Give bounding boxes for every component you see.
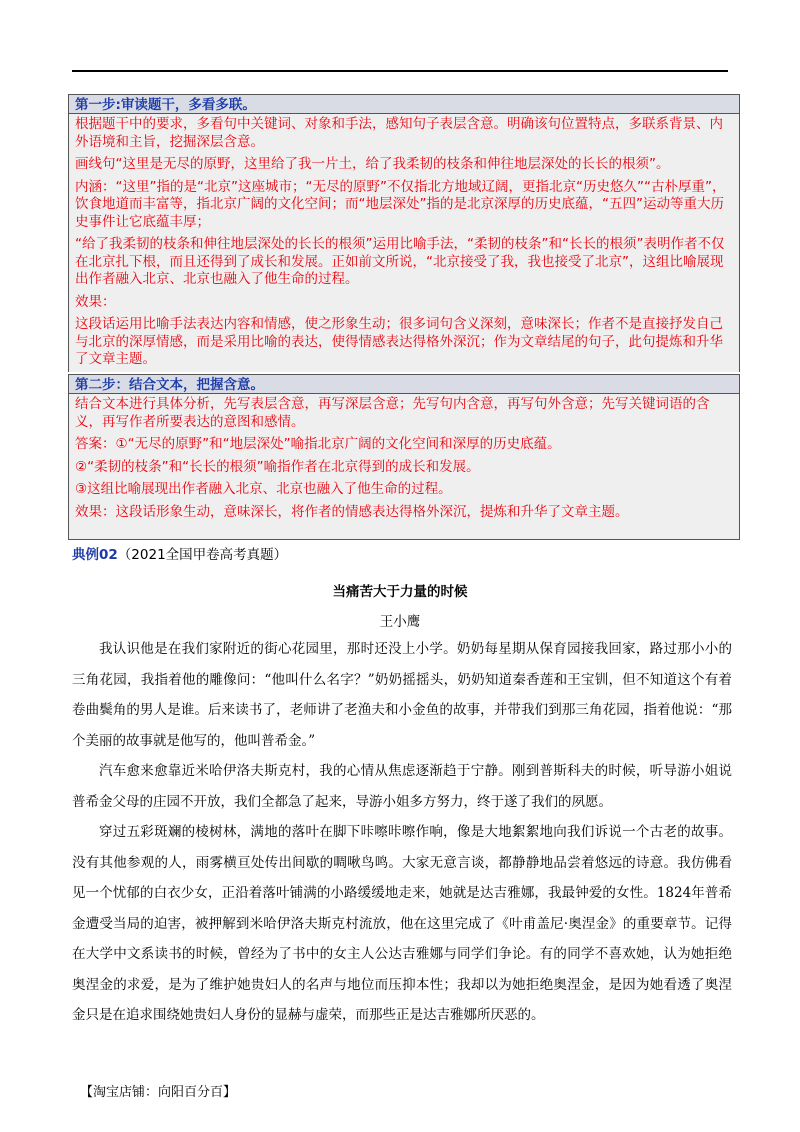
step1-paragraph: 这段话运用比喻手法表达内容和情感，使之形象生动；很多词句含义深刻，意味深长；作者不是直接抒发自己与北京的深厚情感，而是采用比喻的表达，使得情感表达得格外深沉；作为文章结尾的句子，此句提炼和升华了文章主题。 (75, 316, 723, 367)
header-rule (72, 70, 728, 72)
article-title: 当痛苦大于力量的时候 (332, 584, 468, 600)
step1-paragraph: “给了我柔韧的枝条和伸往地层深处的长长的根须”运用比喻手法，“柔韧的枝条”和“长长的根须”表明作者不仅在北京扎下根，而且还得到了成长和发展。正如前文所说，“北京接受了我，我也接受了北京”，这组比喻展现出作者融入北京、北京也融入了他生命的过程。 (75, 236, 725, 287)
footer-store-note: 【淘宝店铺：向阳百分百】 (80, 1085, 237, 1100)
article-paragraph: 我认识他是在我们家附近的街心花园里，那时还没上小学。奶奶每星期从保育园接我回家，路过那小小的三角花园，我指着他的雕像问：“他叫什么名字？”奶奶摇摇头，奶奶知道秦香莲和王宝钏，但不知道这个有着卷曲鬓角的男人是谁。后来读书了，老师讲了老渔夫和小金鱼的故事，并带我们到那三角花园，指着他说：“那个美丽的故事就是他写的，他叫普希金。” (72, 641, 732, 749)
step1-body (68, 114, 740, 372)
step2-paragraph: ②“柔韧的枝条”和“长长的根须”喻指作者在北京得到的成长和发展。 (75, 458, 480, 475)
article-paragraph: 穿过五彩斑斓的棱树林，满地的落叶在脚下咔嚓咔嚓作响，像是大地絮絮地向我们诉说一个古老的故事。没有其他参观的人，雨雾横亘处传出间歇的啁啾鸟鸣。大家无意言谈，都静静地品尝着悠远的诗意。我仿佛看见一个忧郁的白衣少女，正沿着落叶铺满的小路缓缓地走来，她就是达吉雅娜，我最钟爱的女性。1824年普希金遭受当局的迫害，被押解到米哈伊洛夫斯克村流放，他在这里完成了《叶甫盖尼·奥涅金》的重要章节。记得在大学中文系读书的时候，曾经为了书中的女主人公达吉雅娜与同学们争论。有的同学不喜欢她，认为她拒绝奥涅金的求爱，是为了维护她贵妇人的名声与地位而压抑本性；我却以为她拒绝奥涅金，是因为她看透了奥涅金只是在追求围绕她贵妇人身份的显赫与虚荣，而那些正是达吉雅娜所厌恶的。 (72, 824, 732, 1023)
step2-body (68, 394, 740, 540)
step1-paragraph: 根据题干中的要求，多看句中关键词、对象和手法，感知句子表层含意。明确该句位置特点，多联系背景、内外语境和主旨，挖掘深层含意。 (75, 116, 723, 150)
step1-paragraph: 内涵：“这里”指的是“北京”这座城市；“无尽的原野”不仅指北方地域辽阔，更指北京“历史悠久”“古朴厚重”，饮食地道而丰富等，指北京广阔的文化空间；而“地层深处”指的是北京深厚的历史底蕴，“五四”运动等重大历史事件让它底蕴丰厚； (75, 178, 726, 230)
step2-heading: 第二步：结合文本，把握含意。 (68, 374, 740, 394)
example-label (72, 546, 287, 564)
step1-heading: 第一步:审读题干，多看多联。 (68, 94, 740, 114)
step1-box (68, 94, 740, 372)
step2-box (68, 374, 740, 540)
example-source: （2021全国甲卷高考真题） (117, 547, 288, 563)
article-paragraph: 汽车愈来愈靠近米哈伊洛夫斯克村，我的心情从焦虑逐渐趋于宁静。刚到普斯科夫的时候，听导游小姐说普希金父母的庄园不开放，我们全都急了起来，导游小姐多方努力，终于遂了我们的夙愿。 (72, 763, 732, 810)
step1-paragraph: 画线句“这里是无尽的原野，这里给了我一片土，给了我柔韧的枝条和伸往地层深处的长长的根须”。 (75, 156, 670, 172)
example-tag: 典例02 (72, 547, 118, 563)
step2-paragraph: 答案：①“无尽的原野”和“地层深处”喻指北京广阔的文化空间和深厚的历史底蕴。 (75, 436, 561, 452)
step2-paragraph: 结合文本进行具体分析，先写表层含意，再写深层含意；先写句内含意，再写句外含意；先写关键词语的含义，再写作者所要表达的意图和感情。 (75, 396, 710, 430)
article-author: 王小鹰 (379, 614, 421, 630)
article-body (72, 634, 732, 1031)
step1-paragraph: 效果： (75, 293, 116, 310)
step2-paragraph: 效果：这段话形象生动，意味深长，将作者的情感表达得格外深沉，提炼和升华了文章主题。 (75, 503, 629, 520)
step2-paragraph: ③这组比喻展现出作者融入北京、北京也融入了他生命的过程。 (75, 481, 452, 497)
